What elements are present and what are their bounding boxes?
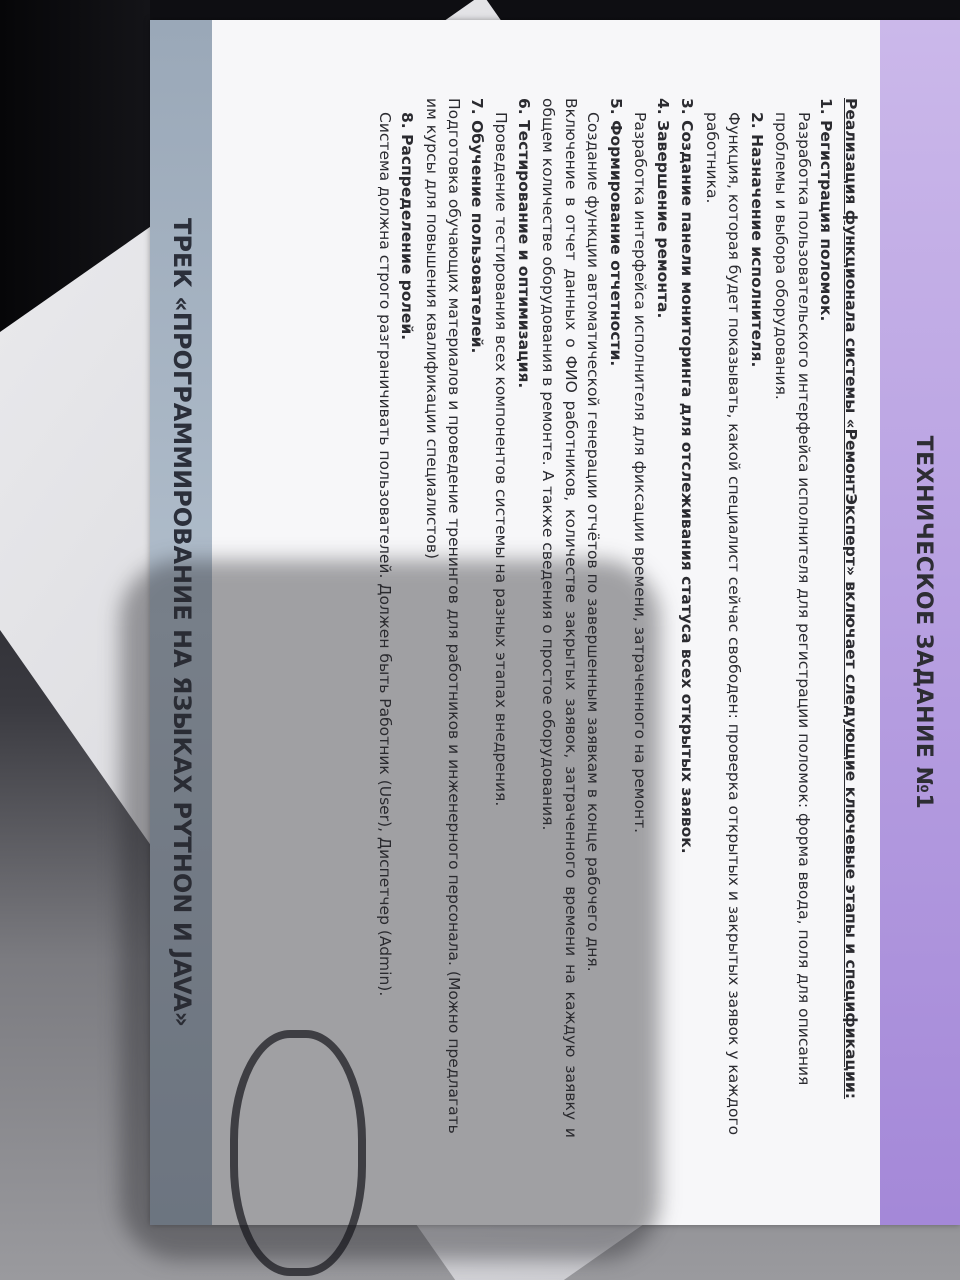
section-text: Система должна строго разграничивать пользователей. Должен быть Работник (User), Диспетчер (Admin).	[376, 112, 394, 997]
section-title: 5. Формирование отчетности.	[607, 98, 625, 367]
section-title: 4. Завершение ремонта.	[654, 98, 672, 319]
section-text: Подготовка обучающих материалов и проведение тренингов для работников и инженерного персонала. (Можно предлагать им курсы для повышения квалификации специалистов)	[423, 98, 464, 1134]
hand-shadow	[120, 560, 660, 1260]
section-text: Разработка интерфейса исполнителя для фиксации времени, затраченного на ремонт.	[631, 112, 650, 834]
section-text: Разработка пользовательского интерфейса исполнителя для регистрации поломок: форма ввода, поля для описания проблемы и выбора оборудования.	[772, 112, 813, 1086]
section-title: 8. Распределение ролей.	[398, 112, 417, 341]
cable-shadow	[230, 1030, 366, 1276]
header-band	[880, 20, 960, 1225]
document-title: ТЕХНИЧЕСКОЕ ЗАДАНИЕ №1	[911, 435, 936, 810]
section-text: Создание функции автоматической генерации отчётов по завершенным заявкам в конце рабочего дня.	[584, 112, 603, 972]
section-text: Проведение тестирования всех компонентов системы на разных этапах внедрения.	[492, 112, 511, 807]
intro-text: Реализация функционала системы «РемонтЭксперт» включает следующие ключевые этапы и спецификации:	[842, 98, 860, 1099]
section-text: Включение в отчет данных о ФИО работников, количестве закрытых заявок, затраченного времени на каждую заявку и общем количестве оборудования в ремонте. А также сведения о простое оборудования.	[539, 98, 580, 1138]
section-title: 6. Тестирование и оптимизация.	[515, 98, 533, 389]
footer-title: ТРЕК «ПРОГРАММИРОВАНИЕ НА ЯЗЫКАХ PYTHON И JAVA»	[168, 217, 196, 1028]
section-title: 7. Обучение пользователей.	[468, 98, 486, 354]
section-title: 2. Назначение исполнителя.	[748, 112, 766, 368]
section-title: 1. Регистрация поломок.	[817, 98, 836, 322]
section-title: 3. Создание панели мониторинга для отслеживания статуса всех открытых заявок.	[678, 98, 697, 854]
section-text: Функция, которая будет показывать, какой специалист сейчас свободен: проверка открытых и закрытых заявок у каждого работника.	[703, 112, 744, 1136]
